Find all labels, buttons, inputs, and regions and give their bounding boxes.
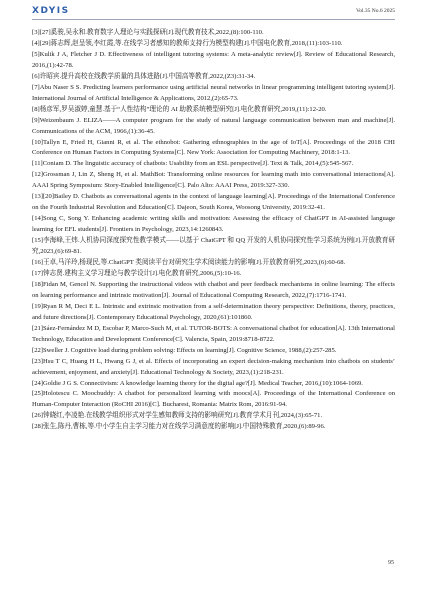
reference-item: [19]Ryan R M, Deci E L. Intrinsic and extrinsic motivation from a self-determination theory perspective: Definitions, theory, practices, and future directions[J]. Contemporary Educational Psychology, 2020,(61):101860. <box>32 302 395 321</box>
reference-item: [8]杨彦军,罗吴淑婷,童慧.基于“人性结构”理论的 AI 助教系统模型研究[J].电化教育研究,2019,(11):12-20. <box>32 105 327 113</box>
reference-item: [3][27]奚骏,吴永和.教育数字人理论与实践探研[J].现代教育技术,2022,(8):100-110. <box>32 29 264 36</box>
reference-item: [12]Grossman J, Lin Z, Sheng H, et al. MathBot: Transforming online resources for learning math into conversational interactions[A]. AAAI Spring Symposium: Story-Enabled Intelligence[C]. Palo Alto: AAAI Press, 2019:327-330. <box>32 171 395 190</box>
reference-item: [22]Sweller J. Cognitive load during problem solving: Effects on learning[J]. Cognitive Science, 1988,(2):257-285. <box>32 346 337 354</box>
reference-item: [6]许昭宾.提升高校在线教学质量的具体进路[J].中国高等教育,2022,(Z3):31-34. <box>32 72 256 80</box>
reference-item: [11]Coniam D. The linguistic accuracy of chatbots: Usability from an ESL perspective[J]. Text & Talk, 2014,(5):545-567. <box>32 160 354 168</box>
volume-issue: Vol.35 No.6 2025 <box>355 8 395 14</box>
reference-item: [16]王卓,马洋玲,杨现民,等.ChatGPT 类阅读平台对研究生学术阅读能力的影响[J].开放教育研究,2023,(6):60-68. <box>32 259 346 267</box>
reference-item: [14]Song C, Song Y. Enhancing academic writing skills and motivation: Assessing the efficacy of ChatGPT in AI-assisted language learning for EFL students[J]. Frontiers in Psychology, 2023,14:1260843. <box>32 215 395 234</box>
reference-item: [9]Weizenbaum J. ELIZA——A computer program for the study of natural language communication between man and machine[J]. Communications of the ACM, 1966,(1):36-45. <box>32 116 395 135</box>
reference-item: [28]张生,陈丹,曹栋,等.中小学生自主学习能力对在线学习满意度的影响[J].中国特殊教育,2020,(6):89-96. <box>32 423 326 431</box>
reference-item: [13][20]Bailey D. Chatbots as conversational agents in the context of language learning[A]. Proceedings of the International Conference on the Fourth Industrial Revolution and Education[C]. Dajeon, South Korea, Woosong University, 2019:32-41. <box>32 193 395 212</box>
page-header <box>32 6 395 20</box>
reference-item: [23]Hsu T C, Huang H L, Hwang G J, et al. Effects of incorporating an expert decision-making mechanism into chatbots on students’ achievement, enjoyment, and anxiety[J]. Educational Technology & Society, 2023,(1):218-231. <box>32 357 395 376</box>
reference-item: [4][29]蒋志辉,赵呈领,李红霞,等.在线学习者感知的教师支持行为模型构建[J].中国电化教育,2018,(11):103-110. <box>32 39 343 47</box>
reference-item: [26]钟晓红,李凌艳.在线教学组织形式对学生感知教师支持的影响研究[J].教育学术月刊,2024,(3):65-71. <box>32 412 323 420</box>
reference-item: [24]Goldie J G S. Connectivism: A knowledge learning theory for the digital age?[J]. Medical Teacher, 2016,(10):1064-1069. <box>32 379 363 387</box>
reference-item: [17]钟志贤.建构主义学习理论与教学设计[J].电化教育研究,2006,(5):10-16. <box>32 269 242 277</box>
reference-item: [25]Holotescu C. Moocbuddy: A chatbot for personalized learning with moocs[A]. Proceedings of the International Conference on Human-Computer Interaction (RoCHI 2016)[C]. Bucharest, Romania: Matrix Rom, 2016:91-94. <box>32 390 395 409</box>
journal-logo: XDYIS <box>32 6 70 16</box>
reference-item: [15]李海峰,王炜.人机协同深度探究性教学模式——以基于 ChatGPT 和 QQ 开发的人机协同探究性学习系统为例[J].开放教育研究,2023,(6):69-81. <box>32 237 395 256</box>
reference-item: [7]Abu Naser S S. Predicting learners performance using artificial neural networks in linear programming intelligent tutoring system[J]. International Journal of Artificial Intelligence & Applications, 2012,(2):65-73. <box>32 83 395 102</box>
header-rule <box>32 19 395 20</box>
reference-item: [5]Kulik J A, Fletcher J D. Effectiveness of intelligent tutoring systems: A meta-analytic review[J]. Review of Educational Research, 2016,(1):42-78. <box>32 50 395 69</box>
reference-list <box>32 28 395 433</box>
page-number: 95 <box>388 560 394 566</box>
reference-item: [21]Sáez-Fernández M D, Escobar P, Marco-Such M, et al. TUTOR-BOTS: A conversational chatbot for education[A]. 13th International Technology, Education and Development Conference[C]. Valencia, Spain, 2019:8718-8722. <box>32 324 395 343</box>
reference-item: [10]Tallyn E, Fried H, Gianni R, et al. The ethnobot: Gathering ethnographies in the age of IoT[A]. Proceedings of the 2018 CHI Conference on Human Factors in Computing Systems[C]. New York: Association for Computing Machinery, 2018:1-13. <box>32 138 395 157</box>
reference-item: [18]Fidan M, Gencel N. Supporting the instructional videos with chatbot and peer feedback mechanisms in online learning: The effects on learning performance and intrinsic motivation[J]. Journal of Educational Computing Research, 2022,(7):1716-1741. <box>32 280 395 299</box>
